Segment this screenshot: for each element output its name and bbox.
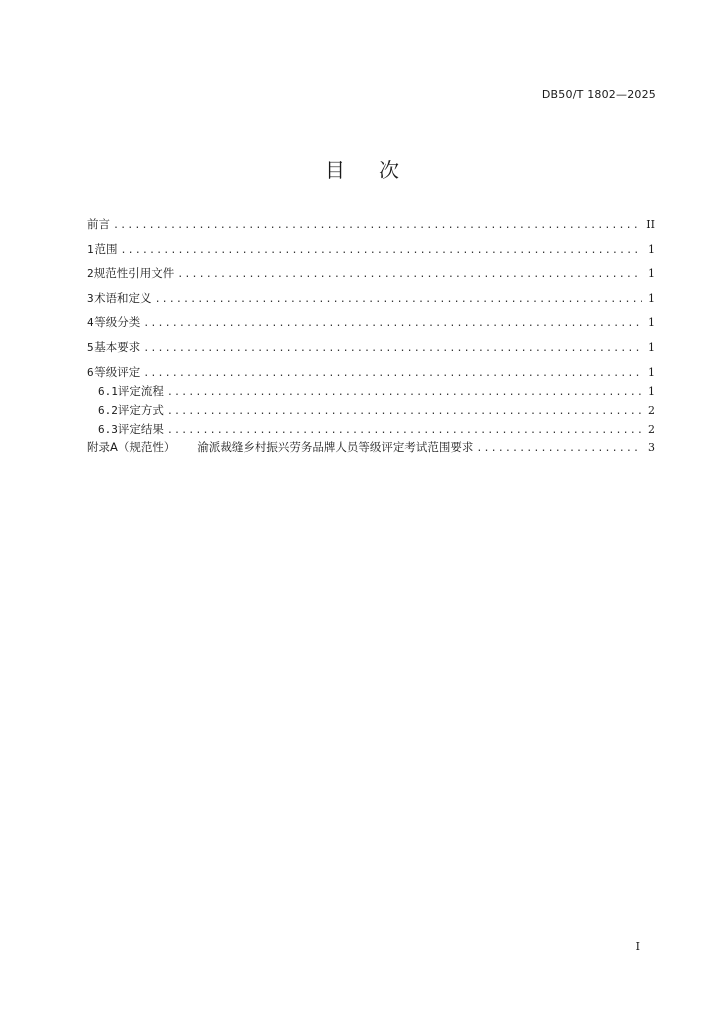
toc-leader-dots	[167, 406, 642, 417]
toc-entry-label: 范围	[94, 241, 118, 256]
page-title	[0, 154, 724, 183]
toc-entry-label: 评定方式	[117, 402, 164, 417]
toc-leader-dots	[155, 294, 642, 305]
toc-entry-number: 6.2	[98, 403, 118, 417]
toc-leader-dots	[121, 245, 642, 256]
toc-entry-page: 1	[648, 385, 655, 399]
toc-entry-number: 2	[87, 267, 94, 281]
toc-entry-page: 1	[648, 267, 655, 281]
toc-entry-terms-definitions[interactable]	[87, 290, 655, 315]
toc-entry-page: 1	[648, 242, 655, 256]
toc-entry-page: 3	[648, 441, 655, 455]
toc-entry-label: 渝派裁缝乡村振兴劳务品牌人员等级评定考试范围要求	[197, 440, 474, 455]
toc-leader-dots	[113, 220, 642, 231]
toc-entry-page: 1	[648, 340, 655, 354]
page-number: I	[635, 940, 640, 953]
standard-code: DB50/T 1802—2025	[541, 88, 656, 101]
toc-entry-number: 6.3	[98, 422, 118, 436]
toc-entry-evaluation-result[interactable]	[87, 421, 655, 440]
toc-entry-page: 1	[648, 316, 655, 330]
toc-leader-dots	[177, 269, 642, 280]
toc-entry-number: 6.1	[98, 385, 118, 399]
toc-entry-evaluation-method[interactable]	[87, 402, 655, 421]
title-char: 次	[379, 158, 399, 182]
toc-leader-dots	[476, 443, 642, 454]
toc-entry-label: 前言	[87, 217, 110, 231]
toc-entry-label: 评定流程	[117, 384, 164, 399]
toc-leader-dots	[143, 318, 642, 329]
toc-leader-dots	[143, 343, 642, 354]
toc-leader-dots	[143, 368, 642, 379]
toc-entry-page: 2	[648, 403, 655, 417]
toc-entry-page: 1	[648, 365, 655, 379]
toc-entry-label: 规范性引用文件	[93, 266, 175, 281]
toc-entry-page: II	[646, 218, 655, 231]
toc-entry-page: 2	[648, 422, 655, 436]
toc-entry-scope[interactable]	[87, 241, 655, 266]
title-char: 目	[325, 158, 345, 182]
toc-entry-prefix: 附录A（规范性）	[87, 440, 176, 455]
toc-entry-number: 5	[87, 340, 94, 354]
toc-entry-evaluation-process[interactable]	[87, 383, 655, 402]
toc-entry-number: 1	[87, 242, 94, 256]
toc-entry-appendix-a[interactable]	[87, 439, 655, 464]
toc-entry-label: 术语和定义	[94, 290, 152, 305]
toc-entry-number: 4	[87, 316, 94, 330]
toc-leader-dots	[167, 387, 642, 398]
toc-entry-grade-classification[interactable]	[87, 314, 655, 339]
toc-entry-normative-references[interactable]	[87, 265, 655, 290]
toc-entry-label: 等级评定	[94, 364, 141, 379]
toc-leader-dots	[167, 425, 642, 436]
table-of-contents	[87, 216, 655, 464]
toc-entry-label: 评定结果	[117, 421, 164, 436]
toc-entry-basic-requirements[interactable]	[87, 339, 655, 364]
toc-entry-label: 等级分类	[94, 315, 141, 330]
toc-entry-number: 3	[87, 291, 94, 305]
toc-entry-foreword[interactable]	[87, 216, 655, 241]
toc-entry-label: 基本要求	[94, 339, 141, 354]
toc-entry-number: 6	[87, 365, 94, 379]
toc-entry-page: 1	[648, 291, 655, 305]
